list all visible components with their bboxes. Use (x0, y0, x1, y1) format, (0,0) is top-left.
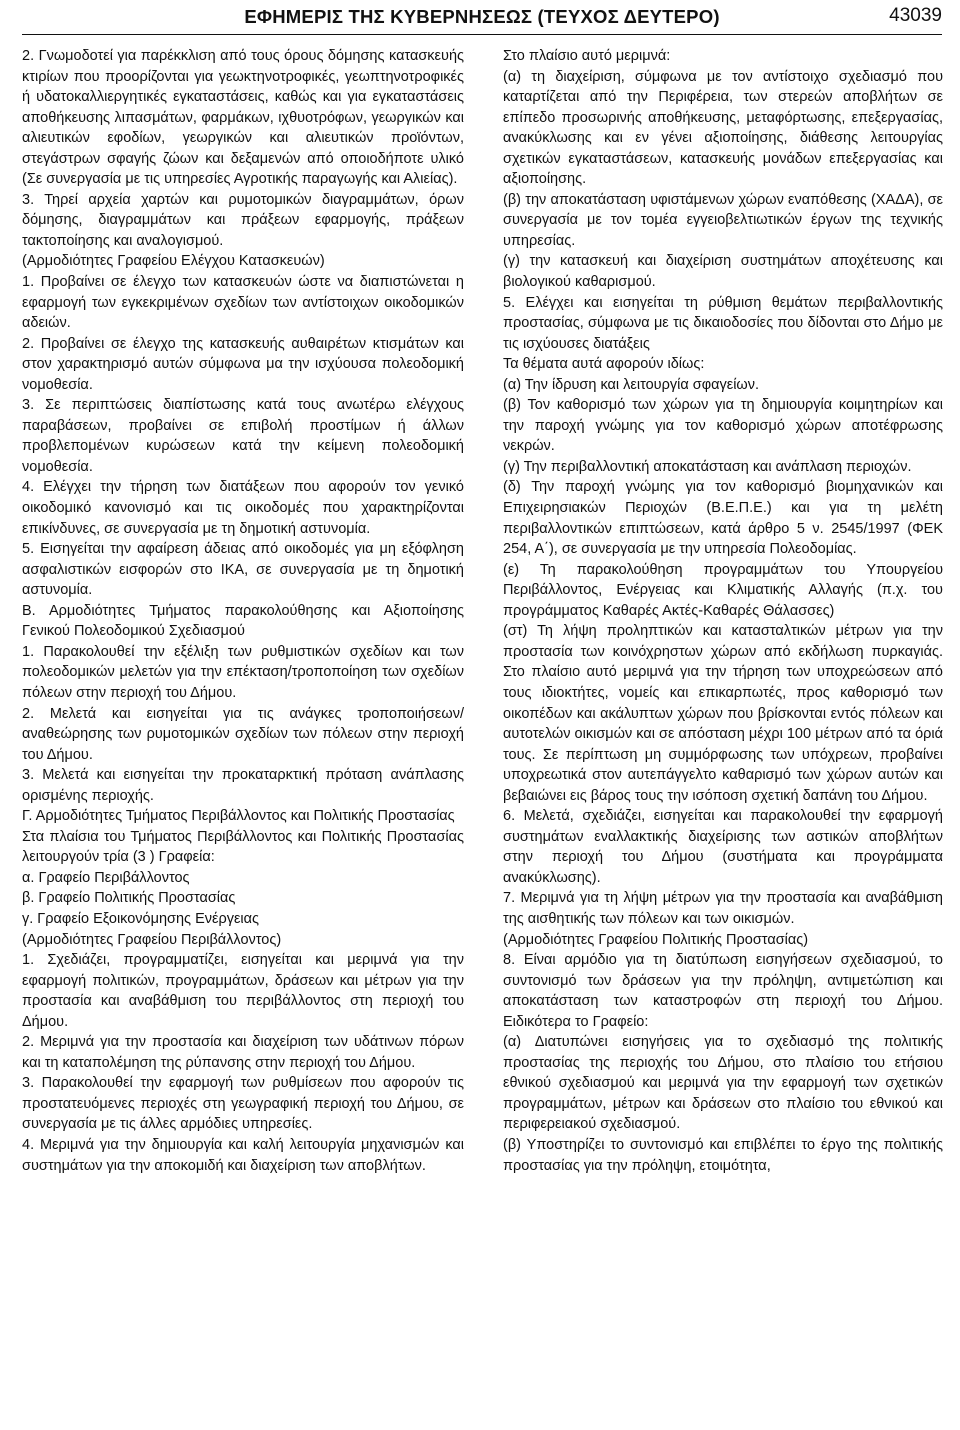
paragraph: (β) Τον καθορισμό των χώρων για τη δημιουργία κοιμητηρίων και την παροχή γνώμης για τον καθορισμό χώρων αποτέφρωσης νεκρών. (503, 397, 943, 455)
page-header (22, 4, 942, 35)
paragraph: 1. Σχεδιάζει, προγραμματίζει, εισηγείται και μεριμνά για την εφαρμογή πολιτικών, προγραμμάτων, δράσεων και μέτρων για την προστασία και αναβάθμιση του περιβάλλοντος στη περιοχή του Δήμου. (22, 952, 464, 1030)
paragraph: (β) την αποκατάσταση υφιστάμενων χώρων εναπόθεσης (ΧΑΔΑ), σε συνεργασία με τον τομέα εγγειοβελτιωτικών έργων της τεχνικής υπηρεσίας. (503, 191, 943, 249)
paragraph: Β. Αρμοδιότητες Τμήματος παρακολούθησης και Αξιοποίησης Γενικού Πολεοδομικού Σχεδιασμού (22, 602, 464, 640)
paragraph: (Αρμοδιότητες Γραφείου Περιβάλλοντος) (22, 931, 282, 948)
paragraph: 2. Προβαίνει σε έλεγχο της κατασκευής αυθαιρέτων κτισμάτων και στον χαρακτηρισμό αυτών σύμφωνα μα την ισχύουσα πολεοδομική νομοθεσία. (22, 335, 464, 393)
paragraph: (Αρμοδιότητες Γραφείου Πολιτικής Προστασίας) (503, 931, 809, 948)
paragraph: (α) τη διαχείριση, σύμφωνα με τον αντίστοιχο σχεδιασμό που καταρτίζεται από την Περιφέρεια, των στερεών αποβλήτων σε επίπεδο προσωρινής αποθήκευσης, μεταφόρτωσης, επεξεργασίας, ανακύκλωσης και εν γένει αξιοποίησης, διάθεσης λειτουργίας σχετικών εγκαταστάσεων, κατασκευής μονάδων επεξεργασίας και αξιοποίησης. (503, 68, 943, 188)
right-column (503, 46, 943, 1176)
paragraph: (δ) Την παροχή γνώμης για τον καθορισμό βιομηχανικών και Επιχειρησιακών Περιοχών (Β.Ε.Π.Ε.) και για τη μελέτη περιβαλλοντικών επιπτώσεων, κατά άρθρο 5 ν. 2545/1997 (ΦΕΚ 254, Α΄), σε συνεργασία με την υπηρεσία Πολεοδομίας. (503, 479, 943, 558)
paragraph: 6. Μελετά, σχεδιάζει, εισηγείται και παρακολουθεί την εφαρμογή συστημάτων εναλλακτικής διαχείρισης των αστικών αποβλήτων στην περιοχή του Δήμου (συστήματα και προγράμματα ανακύκλωσης). (503, 808, 943, 886)
paragraph: 1. Παρακολουθεί την εξέλιξη των ρυθμιστικών σχεδίων και των πολεοδομικών μελετών για την επέκταση/τροποποίηση των σχεδίων πόλεων στην περιοχή του Δήμου. (22, 643, 464, 701)
paragraph: (γ) την κατασκευή και διαχείριση συστημάτων αποχέτευσης και βιολογικού καθαρισμού. (503, 253, 943, 291)
paragraph: (α) Την ίδρυση και λειτουργία σφαγείων. (503, 376, 760, 393)
left-column (22, 46, 464, 1176)
paragraph: 8. Είναι αρμόδιο για τη διατύπωση εισηγήσεων σχεδιασμού, το συντονισμό των δράσεων για την πρόληψη, αντιμετώπιση και αποκατάσταση των καταστροφών στη περιοχή του Δήμου. Ειδικότερα το Γραφείο: (503, 952, 943, 1030)
paragraph: (στ) Τη λήψη προληπτικών και κατασταλτικών μέτρων για την προστασία των κοινόχρηστων χώρων από εκδήλωση πυρκαγιάς. Στο πλαίσιο αυτό μεριμνά για την τήρηση των υποχρεώσεων από τους ιδιοκτήτες, νομείς και επικαρπωτές, προς καθορισμό των οικοπέδων και ακάλυπτων χώρων που βρίσκονται εντός πόλεων και αυτοτελών οικισμών και σε απόσταση μέχρι 100 μέτρων από τα όριά τους. Σε περίπτωση μη συμμόρφωσης των υπόχρεων, προβαίνει υποχρεωτικά στον αυτεπάγγελτο καθαρισμό των χώρων αυτών και βεβαιώνει εις βάρος τους την ισόποση σχετική δαπάνη του Δήμου. (503, 623, 943, 804)
gazette-title: ΕΦΗΜΕΡΙΣ ΤΗΣ ΚΥΒΕΡΝΗΣΕΩΣ (ΤΕΥΧΟΣ ΔΕΥΤΕΡΟ) (244, 6, 720, 27)
paragraph: 1. Προβαίνει σε έλεγχο των κατασκευών ώστε να διαπιστώνεται η εφαρμογή των εγκεκριμένων σχεδίων των αντίστοιχων οικοδομικών αδειών. (22, 274, 464, 332)
paragraph: 2. Μελετά και εισηγείται για τις ανάγκες τροποποιήσεων/αναθεώρησης των ρυμοτομικών σχεδίων των πόλεων στην περιοχή του Δήμου. (22, 705, 464, 763)
paragraph: (ε) Τη παρακολούθηση προγραμμάτων του Υπουργείου Περιβάλλοντος, Ενέργειας και Κλιματικής Αλλαγής (π.χ. του προγράμματος Καθαρές Ακτές-Καθαρές Θάλασσες) (503, 561, 943, 619)
paragraph: Στο πλαίσιο αυτό μεριμνά: (503, 48, 671, 64)
paragraph: Τα θέματα αυτά αφορούν ιδίως: (503, 356, 705, 373)
paragraph: 5. Ελέγχει και εισηγείται τη ρύθμιση θεμάτων περιβαλλοντικής προστασίας, σύμφωνα με τις δικαιοδοσίες που δίδονται στο Δήμο με τις ισχύουσες διατάξεις (503, 294, 943, 352)
paragraph: 4. Ελέγχει την τήρηση των διατάξεων που αφορούν τον γενικό οικοδομικό κανονισμό και τις οικοδομές που χαρακτηρίζονται επικίνδυνες, σε συνεργασία με τη δημοτική αστυνομία. (22, 479, 464, 537)
paragraph: β. Γραφείο Πολιτικής Προστασίας (22, 890, 236, 907)
paragraph: 5. Εισηγείται την αφαίρεση άδειας από οικοδομές για μη εξόφληση ασφαλιστικών εισφορών στο ΙΚΑ, σε συνεργασία με τη δημοτική αστυνομία. (22, 541, 464, 599)
paragraph: 3. Παρακολουθεί την εφαρμογή των ρυθμίσεων που αφορούν τις προστατευόμενες περιοχές στη γεωγραφική περιοχή του Δήμου, σε συνεργασία με τις άλλες αρμόδιες υπηρεσίες. (22, 1075, 464, 1133)
paragraph: 3. Τηρεί αρχεία χαρτών και ρυμοτομικών διαγραμμάτων, όρων δόμησης, διαγραμμάτων και πράξεων εφαρμογής, πράξεων τακτοποίησης και αναλογισμού. (22, 191, 464, 249)
paragraph: 3. Μελετά και εισηγείται την προκαταρκτική πρόταση ανάπλασης ορισμένης περιοχής. (22, 767, 464, 804)
paragraph: 3. Σε περιπτώσεις διαπίστωσης κατά τους ανωτέρω ελέγχους παραβάσεων, προβαίνει σε επιβολή προστίμων ή άλλων προβλεπομένων κυρώσεων κατά την κείμενη πολεοδομική νομοθεσία. (22, 397, 464, 475)
paragraph: 2. Μεριμνά για την προστασία και διαχείριση των υδάτινων πόρων και τη καταπολέμηση της ρύπανσης στην περιοχή του Δήμου. (22, 1034, 464, 1071)
paragraph: (γ) Την περιβαλλοντική αποκατάσταση και ανάπλαση περιοχών. (503, 458, 912, 475)
paragraph: Στα πλαίσια του Τμήματος Περιβάλλοντος και Πολιτικής Προστασίας λειτουργούν τρία (3 ) Γραφεία: (22, 828, 464, 866)
paragraph: 4. Μεριμνά για την δημιουργία και καλή λειτουργία μηχανισμών και συστημάτων για την αποκομιδή και διαχείριση των αποβλήτων. (22, 1136, 464, 1174)
paragraph: (α) Διατυπώνει εισηγήσεις για το σχεδιασμό της πολιτικής προστασίας της περιοχής του Δήμου, στο πλαίσιο του ετήσιου εθνικού σχεδιασμού και μεριμνά για την εφαρμογή των σχετικών προγραμμάτων, μέτρων και δράσεων στο πλαίσιο του εθνικού και περιφερειακού σχεδιασμού. (503, 1034, 943, 1133)
paragraph: 2. Γνωμοδοτεί για παρέκκλιση από τους όρους δόμησης κατασκευής κτιρίων που προορίζονται για γεωκτηνοτροφικές, γεωπτηνοτροφικές ή υδατοκαλλιεργητικές εγκαταστάσεις, καθώς και για εγκαταστάσεις αποθήκευσης λιπασμάτων, φαρμάκων, ιχθυοτρόφων, γεωργικών και αλιευτικών εφοδίων, γεωργικών και αλιευτικών προϊόντων, στεγάστρων σφαγής ζώων και δεξαμενών από οποιοδήποτε υλικό (Σε συνεργασία με τις υπηρεσίες Αγροτικής παραγωγής και Αλιείας). (22, 48, 464, 188)
paragraph: (β) Υποστηρίζει το συντονισμό και επιβλέπει το έργο της πολιτικής προστασίας για την πρόληψη, ετοιμότητα, (503, 1136, 943, 1174)
paragraph: (Αρμοδιότητες Γραφείου Ελέγχου Κατασκευών) (22, 253, 325, 270)
paragraph: Γ. Αρμοδιότητες Τμήματος Περιβάλλοντος και Πολιτικής Προστασίας (22, 808, 455, 825)
paragraph: 7. Μεριμνά για τη λήψη μέτρων για την προστασία και αναβάθμιση της αισθητικής των πόλεων και των οικισμών. (503, 890, 943, 927)
paragraph: γ. Γραφείο Εξοικονόμησης Ενέργειας (22, 910, 260, 927)
paragraph: α. Γραφείο Περιβάλλοντος (22, 869, 190, 886)
page-number: 43039 (889, 5, 942, 26)
